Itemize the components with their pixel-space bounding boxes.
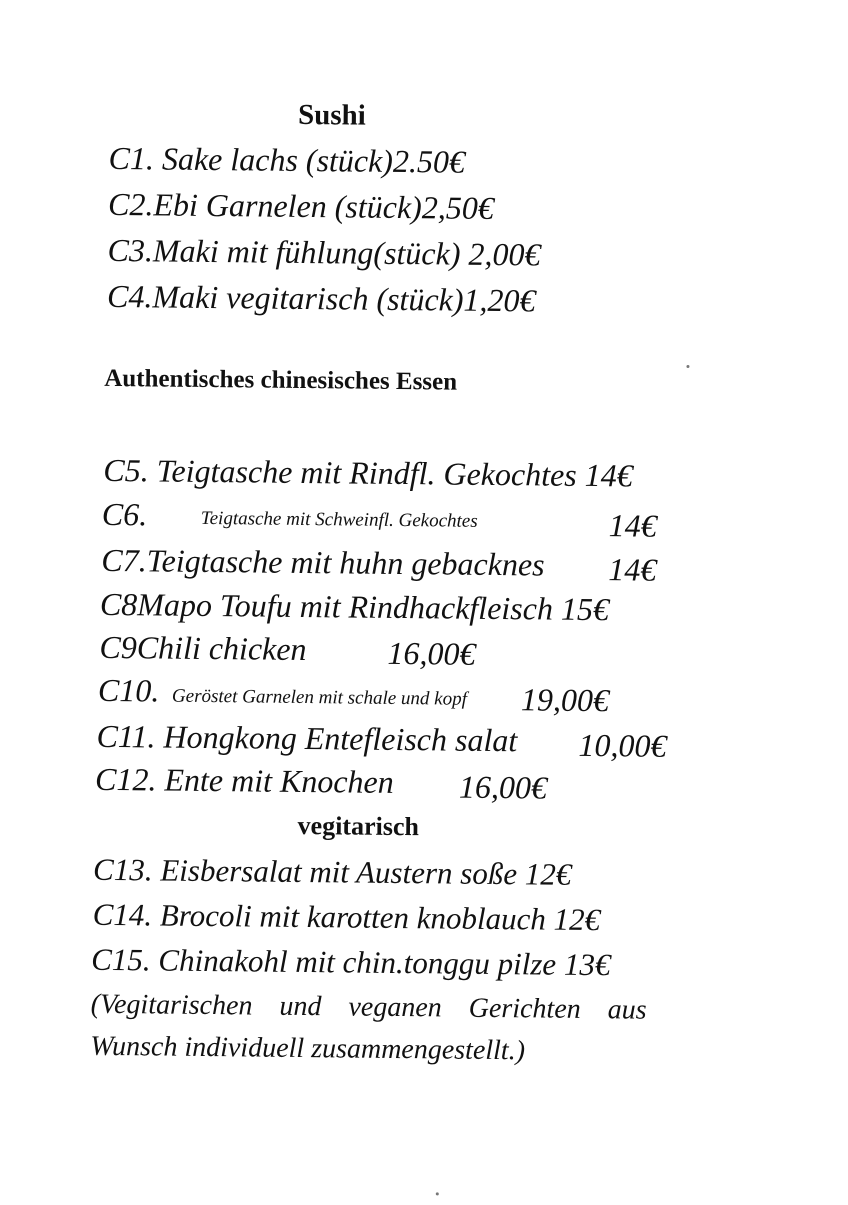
menu-item-c8 xyxy=(100,586,609,628)
item-price: 14€ xyxy=(608,551,657,588)
menu-item-c1: C1. Sake lachs (stück)2.50€ xyxy=(108,139,466,180)
item-price: 19,00€ xyxy=(520,681,610,719)
menu-item-c4: C4.Maki vegitarisch (stück)1,20€ xyxy=(106,277,536,319)
menu-item-c15: C15. Chinakohl mit chin.tonggu pilze 13€ xyxy=(91,941,611,983)
item-price: 16,00€ xyxy=(387,634,476,672)
item-price: 14€ xyxy=(584,456,633,494)
item-price: 10,00€ xyxy=(578,726,667,764)
item-code: C10. xyxy=(97,671,160,709)
item-price: 15€ xyxy=(560,590,610,628)
section-title-sushi: Sushi xyxy=(297,98,366,132)
scan-speck xyxy=(686,365,689,368)
item-code: C6. xyxy=(101,495,148,533)
item-name: C11. Hongkong Entefleisch salat xyxy=(96,717,518,759)
menu-item-c5 xyxy=(103,452,633,495)
menu-item-c2: C2.Ebi Garnelen (stück)2,50€ xyxy=(107,185,495,226)
item-name: C9Chili chicken xyxy=(99,628,307,668)
item-name: C5. Teigtasche mit Rindfl. Gekochtes xyxy=(103,451,577,493)
scan-speck xyxy=(436,1192,439,1195)
vegetarian-note-line-2: Wunsch individuell zusammengestellt.) xyxy=(90,1030,526,1067)
item-name: Teigtasche mit Schweinfl. Gekochtes xyxy=(200,507,478,532)
item-name: C8Mapo Toufu mit Rindhackfleisch xyxy=(99,585,554,627)
item-price: 14€ xyxy=(608,507,657,544)
menu-item-c14: C14. Brocoli mit karotten knoblauch 12€ xyxy=(92,896,601,938)
vegetarian-note-line-1: (Vegitarischen und veganen Gerichten aus xyxy=(90,988,647,1026)
menu-item-c3: C3.Maki mit fühlung(stück) 2,00€ xyxy=(107,231,541,273)
section-title-chinese: Authentisches chinesisches Essen xyxy=(104,364,458,396)
item-name: C7.Teigtasche mit huhn gebacknes xyxy=(101,541,545,583)
item-price: 16,00€ xyxy=(458,768,548,806)
item-name: Geröstet Garnelen mit schale und kopf xyxy=(171,685,468,710)
menu-item-c13: C13. Eisbersalat mit Austern soße 12€ xyxy=(92,851,572,892)
item-name: C12. Ente mit Knochen xyxy=(94,760,394,800)
section-title-vegetarian: vegitarisch xyxy=(297,810,420,842)
